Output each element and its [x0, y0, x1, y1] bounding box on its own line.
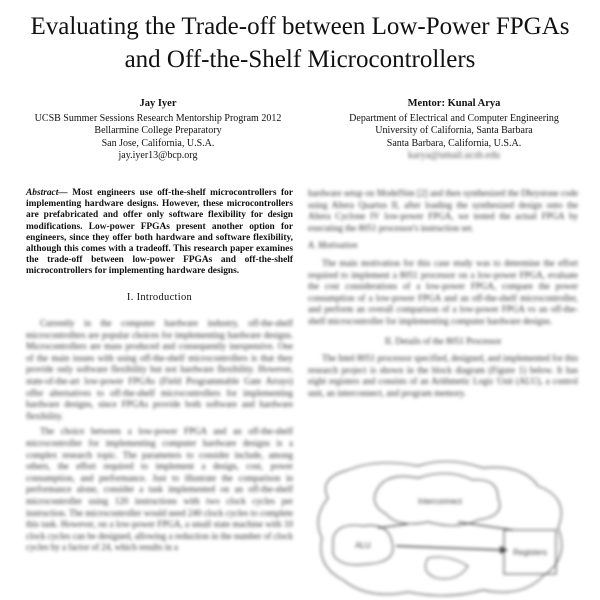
mentor-affiliation-line: University of California, Santa Barbara: [375, 125, 533, 136]
body-paragraph: Currently in the computer hardware industry, off-the-shelf microcontrollers are popular choices for implementing hardware designs. Microcontrollers are mass produced and consequently inexpensive. One of the main issues with using off-the-shelf microcontrollers is that they provide only software flexibility but not hardware flexibility. However, state-of-the-art low-power FPGAs (Field Programmable Gate Arrays) offer alternatives to off-the-shelf microcontrollers for implementing hardware designs, since FPGAs provide both software and hardware flexibility.: [26, 318, 293, 421]
section-heading-introduction: I. Introduction: [126, 292, 193, 303]
mentor-email: karya@umail.ucsb.edu: [408, 150, 500, 161]
left-column-body: [26, 318, 293, 600]
body-paragraph: The Intel 8051 processor specified, designed, and implemented for this research project is shown in the block diagram (Figure 1) below. It has eight registers and consists of an Arithmetic Logic Unit (ALU), a control unit, an interconnect, and program memory.: [308, 353, 578, 398]
diagram-outline: [318, 461, 562, 595]
mentor-location-line: Santa Barbara, California, U.S.A.: [386, 137, 522, 149]
connector-line: [378, 524, 408, 528]
paper-title: [0, 10, 600, 76]
body-paragraph: hardware setup on ModelSim [2] and then synthesized the Dhrystone code using Altera Quartus II, after loading the synthesized design onto the Altera Cyclone IV low-power FPGA, we tested the actual FPGA by executing the 8051 processor's instruction set.: [308, 188, 578, 233]
right-column-body: [308, 188, 578, 458]
block-diagram-figure: [308, 458, 578, 600]
abstract-text: Most engineers use off-the-shelf microcontrollers for implementing hardware designs. However, these microcontrollers are prefabricated and offer only software flexibility for design modifications. Low-power FPGAs present another option for engineers, since they offer both hardware and software flexibility, although this comes with a tradeoff. This research paper examines the trade-off between low-power FPGAs and off-the-shelf microcontrollers for implementing hardware designs.: [26, 188, 293, 277]
author-affiliation-line: UCSB Summer Sessions Research Mentorship Program 2012: [34, 112, 282, 124]
abstract: [26, 188, 293, 278]
author-location-line: San Jose, California, U.S.A.: [101, 137, 215, 149]
body-paragraph: The main motivation for this case study was to determine the effort required to implement a 8051 processor on a low-power FPGA, evaluate the cost considerations of a low-power FPGA, compare the power consumption of a low-power FPGA and an off-the-shelf microcontroller, and perform an overall comparison of a low-power FPGA vs an off-the-shelf microcontroller for implementing computer hardware designs.: [308, 257, 578, 326]
body-paragraph: The choice between a low-power FPGA and an off-the-shelf microcontroller for implementing computer hardware designs is a complex research topic. The parameters to consider include, among others, the effort required to implement a design, cost, power consumption, and performance. Just to illustrate the comparison in performance alone, consider a task implemented on an off-the-shelf microcontroller using 120 instructions with two clock cycles per instruction. The microcontroller would need 240 clock cycles to complete this task. However, on a low-power FPGA, a small state machine with 10 clock cycles can be designed, allowing a reduction in the number of clock cycles by a factor of 24, which results in a: [26, 426, 293, 553]
interconnect-label: Interconnect: [417, 497, 463, 506]
paper-title-line-1: Evaluating the Trade-off between Low-Power FPGAs: [30, 13, 570, 40]
registers-label: Registers: [513, 548, 547, 557]
mentor-affiliation-line: Department of Electrical and Computer Engineering: [349, 112, 559, 124]
block-diagram-svg: [308, 458, 578, 600]
author-email: jay.iyer13@bcp.org: [118, 150, 198, 161]
section-heading-motivation: A. Motivation: [308, 240, 358, 251]
mentor-name: Mentor: Kunal Arya: [407, 98, 501, 109]
data-bus-arrow: [396, 546, 500, 550]
alu-label: ALU: [355, 541, 371, 550]
author-affiliation-line: Bellarmine College Preparatory: [94, 125, 222, 136]
abstract-lead: Abstract—: [26, 188, 68, 198]
author-block-1: [18, 98, 298, 163]
connector-line: [458, 522, 513, 530]
control-unit-shape: [425, 557, 468, 579]
section-heading-details: II. Details of the 8051 Processor: [384, 335, 502, 346]
paper-title-line-2: and Off-the-Shelf Microcontrollers: [124, 46, 476, 73]
author-name: Jay Iyer: [139, 98, 177, 109]
author-block-2: [318, 98, 590, 163]
